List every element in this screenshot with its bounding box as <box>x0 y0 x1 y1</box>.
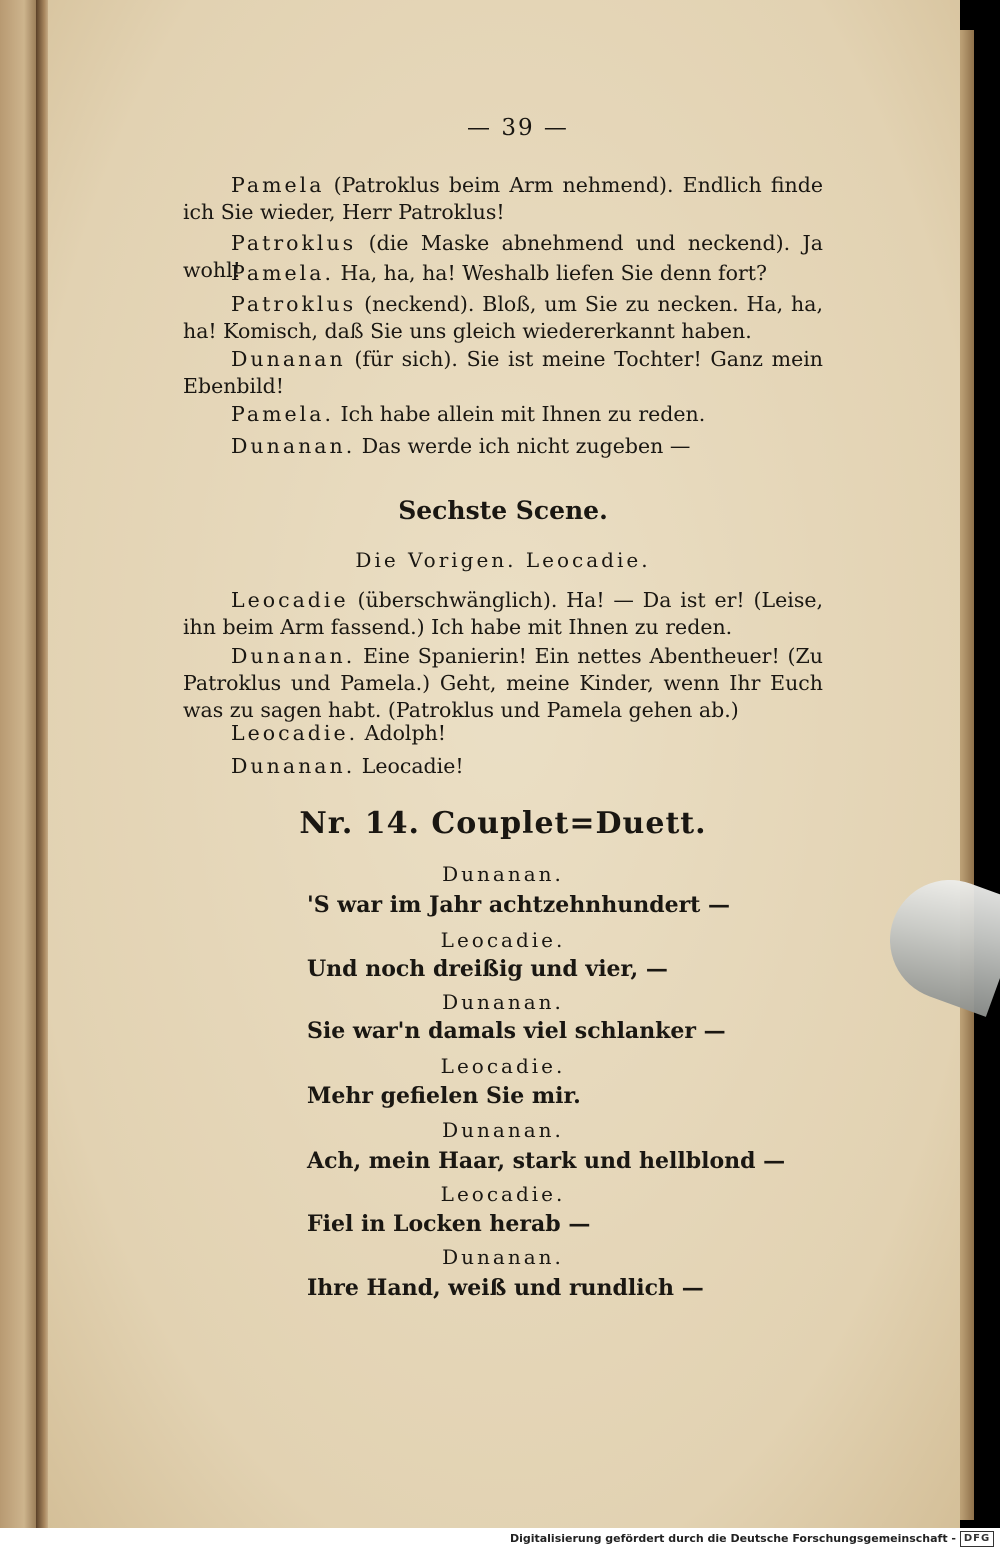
dfg-logo: DFG <box>960 1531 994 1547</box>
scene-title: Sechste Scene. <box>398 496 608 525</box>
song-line: Sie war'n damals viel schlanker — <box>307 1018 726 1044</box>
paragraph-text: Das werde ich nicht zugeben — <box>361 434 691 458</box>
speaker-name: Leocadie <box>231 588 349 612</box>
paragraph-text: (Patroklus beim Arm nehmend). Endlich finde ich Sie wieder, Herr Patroklus! <box>183 173 823 224</box>
funding-credit: Digitalisierung gefördert durch die Deutsche Forschungsgemeinschaft - <box>509 1532 956 1545</box>
paragraph-text: Adolph! <box>364 721 447 745</box>
song-speaker: Dunanan. <box>442 1245 564 1269</box>
song-speaker: Leocadie. <box>440 928 566 952</box>
speaker-name: Pamela. <box>231 402 334 426</box>
page-number: — 39 — <box>467 115 569 141</box>
paragraph-text: (die Maske abnehmend und neckend). Ja wohl! <box>183 231 823 282</box>
song-line: Fiel in Locken herab — <box>307 1211 591 1237</box>
speaker-name: Patroklus <box>231 231 357 255</box>
song-speaker: Leocadie. <box>440 1182 566 1206</box>
speaker-name: Pamela. <box>231 261 334 285</box>
footer-bar <box>0 1528 1000 1549</box>
song-line: Mehr gefielen Sie mir. <box>307 1083 581 1109</box>
speaker-name: Pamela <box>231 173 325 197</box>
speaker-name: Dunanan. <box>231 434 356 458</box>
song-title: Nr. 14. Couplet=Duett. <box>299 806 707 841</box>
song-speaker: Dunanan. <box>442 862 564 886</box>
paragraph <box>183 433 823 460</box>
song-line: 'S war im Jahr achtzehnhundert — <box>307 892 730 918</box>
song-speaker: Dunanan. <box>442 1118 564 1142</box>
paragraph <box>183 291 823 345</box>
scene-cast: Die Vorigen. Leocadie. <box>355 548 651 572</box>
paragraph-text: Eine Spanierin! Ein nettes Abentheuer! (Zu Patroklus und Pamela.) Geht, meine Kinder, wenn Ihr Euch was zu sagen habt. (Patroklus und Pamela gehen ab.) <box>183 644 823 722</box>
song-line: Ihre Hand, weiß und rundlich — <box>307 1275 704 1301</box>
paragraph <box>183 643 823 724</box>
paragraph <box>183 720 823 747</box>
speaker-name: Leocadie. <box>231 721 359 745</box>
paragraph-text: (überschwänglich). Ha! — Da ist er! (Leise, ihn beim Arm fassend.) Ich habe mit Ihnen zu reden. <box>183 588 823 639</box>
speaker-name: Patroklus <box>231 292 357 316</box>
speaker-name: Dunanan. <box>231 644 356 668</box>
paragraph-text: (für sich). Sie ist meine Tochter! Ganz mein Ebenbild! <box>183 347 823 398</box>
song-speaker: Leocadie. <box>440 1054 566 1078</box>
paragraph <box>183 346 823 400</box>
paragraph-text: Ha, ha, ha! Weshalb liefen Sie denn fort? <box>340 261 768 285</box>
song-speaker: Dunanan. <box>442 990 564 1014</box>
paragraph-text: (neckend). Bloß, um Sie zu necken. Ha, ha, ha! Komisch, daß Sie uns gleich wiedererkannt haben. <box>183 292 823 343</box>
speaker-name: Dunanan <box>231 347 346 371</box>
paragraph <box>183 172 823 226</box>
paragraph-text: Ich habe allein mit Ihnen zu reden. <box>340 402 706 426</box>
paragraph <box>183 587 823 641</box>
facing-page-edge <box>0 0 40 1528</box>
book-page <box>48 0 960 1528</box>
paragraph <box>183 401 823 428</box>
paragraph <box>183 753 823 780</box>
paragraph-text: Leocadie! <box>361 754 464 778</box>
song-line: Ach, mein Haar, stark und hellblond — <box>307 1148 786 1174</box>
song-line: Und noch dreißig und vier, — <box>307 956 668 982</box>
paragraph <box>183 260 823 287</box>
speaker-name: Dunanan. <box>231 754 356 778</box>
